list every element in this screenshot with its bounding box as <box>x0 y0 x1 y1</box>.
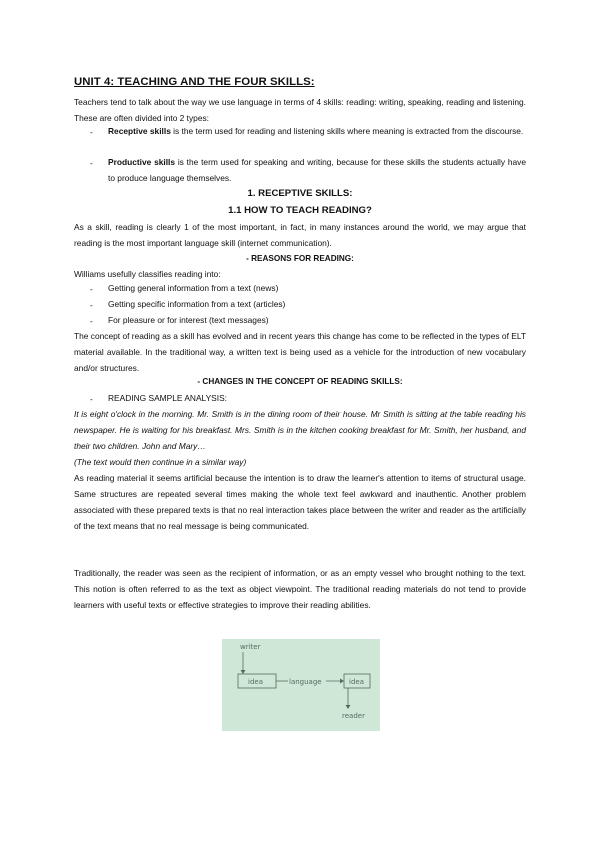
idea-right-label: idea <box>349 678 364 686</box>
reason-item: Getting specific information from a text (articles) <box>108 299 286 309</box>
term: Productive skills <box>108 157 176 167</box>
page-title: UNIT 4: TEACHING AND THE FOUR SKILLS: <box>74 76 315 88</box>
bullet-dash: - <box>90 300 93 310</box>
bullet-dash: - <box>90 284 93 294</box>
bullet-dash: - <box>90 158 93 168</box>
sample-text: It is eight o'clock in the morning. Mr. Smith is in the dining room of their house. Mr Smith is sitting at the table reading his newspaper. He is waiting for his breakfast. Mrs. Smith is in the kitchen cooking breakfast for Mr. Smith, her husband, and their two children. John and Mary… <box>74 409 526 451</box>
reason-item: For pleasure or for interest (text messages) <box>108 315 269 325</box>
definition: is the term used for speaking and writing, because for these skills the students actually have to produce language themselves. <box>108 157 527 183</box>
term: Receptive skills <box>108 126 171 136</box>
traditional-reader-paragraph: Traditionally, the reader was seen as the recipient of information, or as an empty vessel who brought nothing to the text. This notion is often referred to as the text as object viewpoint. The traditional reading materials do not tend to provide learners with useful texts or effective strategies to improve their reading abilities. <box>74 568 526 610</box>
arrowhead <box>346 705 351 709</box>
diagram-svg <box>222 639 380 731</box>
definition: is the term used for reading and listening skills where meaning is extracted from the discourse. <box>170 126 524 136</box>
writer-label: writer <box>240 643 261 651</box>
williams-intro: Williams usefully classifies reading into: <box>74 269 221 279</box>
reason-item: Getting general information from a text (news) <box>108 283 279 293</box>
idea-left-label: idea <box>248 678 263 686</box>
heading-receptive-skills: 1. RECEPTIVE SKILLS: <box>247 188 353 199</box>
sample-analysis-label: READING SAMPLE ANALYSIS: <box>108 393 227 403</box>
arrowhead <box>241 670 246 674</box>
productive-skills-item <box>108 154 526 186</box>
reader-label: reader <box>342 712 365 720</box>
intro-paragraph: Teachers tend to talk about the way we use language in terms of 4 skills: reading: writing, speaking, reading and listening. These are often divided into 2 types: <box>74 97 526 123</box>
concept-paragraph: The concept of reading as a skill has evolved and in recent years this change has come to be reflected in the types of ELT material available. In the traditional way, a written text is being used as a vehicle for the introduction of new vocabulary and/or structures. <box>74 331 526 373</box>
arrowhead <box>340 679 344 684</box>
sample-note: (The text would then continue in a similar way) <box>74 457 247 467</box>
bullet-dash: - <box>90 127 93 137</box>
bullet-dash: - <box>90 316 93 326</box>
artificial-material-paragraph: As reading material it seems artificial because the intention is to draw the learner's attention to items of structural usage. Same structures are repeated several times making the whole text feel awkward and inauthentic. Another problem associated with these prepared texts is that no real interaction takes place between the writer and reader as the artificially of the text means that no real message is being communicated. <box>74 473 526 531</box>
language-label: language <box>289 678 322 686</box>
heading-how-to-teach-reading: 1.1 HOW TO TEACH READING? <box>228 205 372 216</box>
heading-changes-in-concept: - CHANGES IN THE CONCEPT OF READING SKILLS: <box>197 377 403 386</box>
receptive-skills-item <box>108 123 526 139</box>
bullet-dash: - <box>90 394 93 404</box>
heading-reasons-for-reading: - REASONS FOR READING: <box>246 254 354 263</box>
reading-model-diagram <box>222 639 380 731</box>
reading-importance-paragraph: As a skill, reading is clearly 1 of the most important, in fact, in many instances around the world, we may argue that reading is the most important language skill (internet communication). <box>74 222 526 248</box>
